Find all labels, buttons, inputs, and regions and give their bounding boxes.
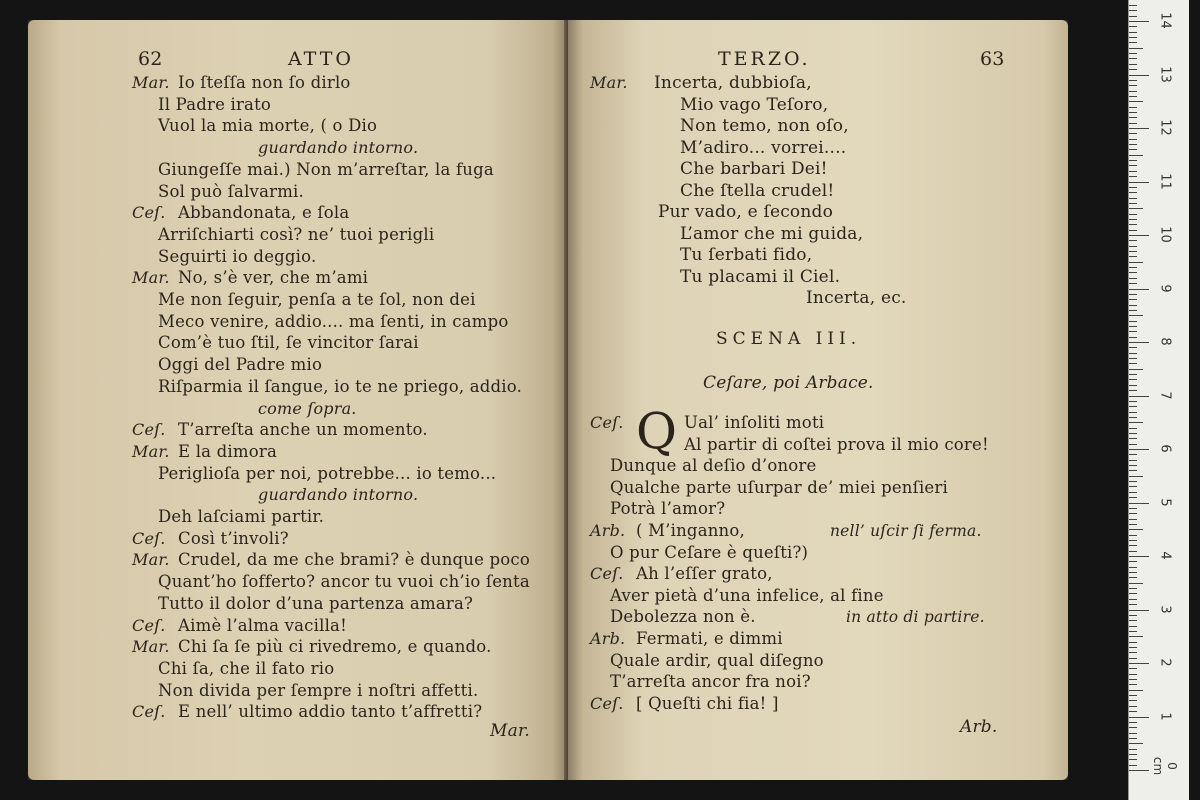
stage-direction: guardando intorno.: [258, 138, 419, 158]
ruler-tick: [1129, 187, 1137, 188]
ruler-tick: [1129, 75, 1149, 76]
ruler-number: 14: [1157, 12, 1173, 29]
ruler-tick: [1129, 278, 1137, 279]
ruler-tick: [1129, 101, 1143, 102]
ruler-tick: [1129, 214, 1137, 215]
ruler-tick: [1129, 149, 1137, 150]
ruler-tick: [1129, 572, 1137, 573]
ruler-tick: [1129, 91, 1137, 92]
ruler-tick: [1129, 85, 1137, 86]
ruler-tick: [1129, 556, 1149, 557]
verse-line: E la dimora: [178, 441, 277, 461]
verse-line: No, s’è ver, che m’ami: [178, 268, 369, 288]
ruler-tick: [1129, 749, 1137, 750]
ruler-tick: [1129, 16, 1137, 17]
verse-line: Sol può ſalvarmi.: [158, 181, 304, 201]
ruler-tick: [1129, 717, 1149, 718]
verse-line: [ Queſti chi fia! ]: [636, 693, 779, 713]
verse-line: T’arreſta anche un momento.: [178, 420, 428, 440]
verse-line: Io ſteſſa non ſo dirlo: [178, 73, 351, 92]
speaker-label: Arb.: [590, 521, 626, 540]
speaker-label: Mar.: [132, 268, 170, 288]
ruler-tick: [1129, 438, 1137, 439]
ruler-tick: [1129, 733, 1137, 734]
ruler-tick: [1129, 165, 1137, 166]
ruler-tick: [1129, 26, 1137, 27]
ruler-tick: [1129, 470, 1137, 471]
aria-line: Tu ſerbati fido,: [680, 245, 813, 265]
ruler-tick: [1129, 460, 1137, 461]
ruler-tick: [1129, 497, 1137, 498]
ruler-tick: [1129, 42, 1137, 43]
verse-line: Non divida per ſempre i noſtri affetti.: [158, 680, 479, 700]
verse-line: Crudel, da me che brami? è dunque poco: [178, 550, 531, 570]
ruler-number: 13: [1157, 65, 1173, 83]
ruler-tick: [1129, 743, 1143, 744]
ruler-tick: [1129, 428, 1137, 429]
ruler-number: 5: [1157, 497, 1173, 507]
verse-line: Chi ſa ſe più ci rivedremo, e quando.: [178, 637, 492, 657]
ruler-tick: [1129, 326, 1137, 327]
verse-line: Me non ſeguir, penſa a te ſol, non dei: [158, 290, 476, 309]
verse-line: Meco venire, addio.... ma ſenti, in campo: [158, 311, 509, 331]
ruler-tick: [1129, 139, 1137, 140]
ruler-tick: [1129, 588, 1137, 589]
running-head: TERZO.: [718, 48, 811, 70]
ruler-tick: [1129, 289, 1149, 290]
ruler-tick: [1129, 610, 1149, 611]
verse-line: Debolezza non è.: [610, 607, 756, 627]
ruler-tick: [1129, 577, 1137, 578]
verse-line: Fermati, e dimmi: [636, 629, 783, 648]
ruler-tick: [1129, 738, 1137, 739]
ruler-tick: [1129, 363, 1137, 364]
verse-line: Arriſchiarti così? ne’ tuoi perigli: [158, 224, 435, 244]
ruler-tick: [1129, 305, 1137, 306]
ruler-tick: [1129, 406, 1137, 407]
ruler-tick: [1129, 593, 1137, 594]
verse-line: E nell’ ultimo addio tanto t’affretti?: [178, 702, 483, 722]
ruler-tick: [1129, 674, 1137, 675]
ruler-tick: [1129, 21, 1149, 22]
ruler-tick: [1129, 492, 1137, 493]
ruler-tick: [1129, 337, 1137, 338]
ruler-tick: [1129, 262, 1143, 263]
ruler-tick: [1129, 390, 1137, 391]
ruler-tick: [1129, 529, 1143, 530]
ruler-tick: [1129, 107, 1137, 108]
ruler-tick: [1129, 224, 1137, 225]
stage-direction: nell’ uſcir ſi ferma.: [830, 522, 982, 540]
catchword: Mar.: [490, 721, 531, 741]
ruler-tick: [1129, 615, 1137, 616]
stage-direction: come ſopra.: [258, 398, 357, 418]
verse-line: Così t’involi?: [178, 528, 289, 548]
scene-characters: Ceſare, poi Arbace.: [703, 373, 874, 393]
stage-direction: in atto di partire.: [846, 608, 985, 627]
ruler-tick: [1129, 246, 1137, 247]
ruler-tick: [1129, 599, 1137, 600]
ruler-tick: [1129, 32, 1137, 33]
verse-line: Com’è tuo ſtil, ſe vincitor ſarai: [158, 333, 419, 353]
ruler-tick: [1129, 203, 1137, 204]
verse-line: Seguirti io deggio.: [158, 246, 317, 266]
ruler-tick: [1129, 48, 1143, 49]
ruler-tick: [1129, 679, 1137, 680]
speaker-label: Mar.: [132, 73, 170, 92]
page-number: 62: [138, 48, 163, 70]
ruler-tick: [1129, 652, 1137, 653]
ruler-tick: [1129, 444, 1137, 445]
ruler-tick: [1129, 700, 1137, 701]
speaker-label: Mar.: [132, 441, 170, 461]
ruler-number: 1: [1157, 711, 1173, 721]
ruler-tick: [1129, 251, 1137, 252]
ruler-number: 6: [1157, 444, 1173, 453]
ruler-tick: [1129, 583, 1143, 584]
page-number: 63: [980, 48, 1005, 70]
ruler-tick: [1129, 171, 1137, 172]
ruler-tick: [1129, 315, 1143, 316]
ruler-tick: [1129, 508, 1137, 509]
ruler-tick: [1129, 283, 1137, 284]
left-page: [28, 20, 568, 780]
ruler-tick: [1129, 272, 1137, 273]
ruler-tick: [1129, 759, 1137, 760]
speaker-label: Ceſ.: [132, 203, 166, 223]
aria-line: Non temo, non oſo,: [680, 116, 849, 136]
ruler-tick: [1129, 353, 1137, 354]
speaker-label: Ceſ.: [590, 564, 624, 584]
ruler-tick: [1129, 385, 1137, 386]
ruler-tick: [1129, 647, 1137, 648]
ruler-tick: [1129, 684, 1137, 685]
ruler-tick: [1129, 299, 1137, 300]
aria-line: Mio vago Teſoro,: [680, 94, 829, 115]
ruler-tick: [1129, 342, 1149, 343]
ruler-tick: [1129, 663, 1149, 664]
stage-direction: guardando intorno.: [258, 485, 419, 505]
ruler-tick: [1129, 513, 1137, 514]
ruler-tick: [1129, 80, 1137, 81]
verse-line: Periglioſa per noi, potrebbe... io temo...: [158, 463, 497, 483]
ruler-number: 4: [1157, 551, 1173, 560]
verse-line: T’arreſta ancor fra noi?: [610, 672, 811, 692]
aria-line: Che ſtella crudel!: [680, 180, 835, 201]
running-head: ATTO: [288, 48, 354, 70]
open-book: [28, 20, 1068, 780]
verse-line: Abbandonata, e ſola: [178, 203, 350, 223]
ruler-tick: [1129, 112, 1137, 113]
verse-line: Aimè l’alma vacilla!: [178, 615, 347, 635]
ruler-tick: [1129, 267, 1137, 268]
verse-line: Aver pietà d’una infelice, al fine: [610, 585, 884, 605]
ruler-tick: [1129, 123, 1137, 124]
verse-line: Quant’ho ſofferto? ancor tu vuoi ch’io ſenta: [158, 572, 530, 592]
ruler-tick: [1129, 117, 1137, 118]
ruler-tick: [1129, 58, 1137, 59]
verse-line: Qualche parte uſurpar de’ miei penſieri: [610, 477, 948, 497]
catchword: Arb.: [960, 717, 998, 737]
ruler-tick: [1129, 198, 1137, 199]
verse-line: Giungeſſe mai.) Non m’arreſtar, la fuga: [158, 159, 494, 179]
verse-line: Ah l’eſſer grato,: [636, 564, 773, 584]
aria-line: Pur vado, e ſecondo: [658, 202, 834, 222]
ruler-tick: [1129, 412, 1137, 413]
speaker-label: Mar.: [132, 550, 170, 570]
ruler-tick: [1129, 540, 1137, 541]
ruler-number: 11: [1157, 172, 1173, 190]
ruler-tick: [1129, 310, 1137, 311]
aria-line: Incerta, ec.: [806, 288, 907, 308]
ruler-tick: [1129, 561, 1137, 562]
ruler-tick: [1129, 551, 1137, 552]
ruler-tick: [1129, 604, 1137, 605]
verse-line: Tutto il dolor d’una partenza amara?: [158, 593, 474, 613]
ruler-number: 3: [1157, 604, 1173, 614]
speaker-label: Ceſ.: [132, 615, 166, 635]
ruler-tick: [1129, 754, 1137, 755]
ruler-tick: [1129, 433, 1137, 434]
speaker-label: Arb.: [590, 629, 626, 648]
ruler-tick: [1129, 256, 1137, 257]
ruler-tick: [1129, 620, 1137, 621]
speaker-label: Ceſ.: [132, 420, 166, 440]
ruler-tick: [1129, 476, 1143, 477]
verse-line: Vuol la mia morte, ( o Dio: [158, 116, 378, 136]
ruler-tick: [1129, 176, 1137, 177]
ruler-number: 2: [1157, 658, 1173, 667]
ruler-tick: [1129, 658, 1137, 659]
verse-line: Oggi del Padre mio: [158, 355, 323, 375]
ruler-tick: [1129, 486, 1137, 487]
ruler-tick: [1129, 765, 1137, 766]
ruler-tick: [1129, 208, 1143, 209]
ruler-tick: [1129, 690, 1143, 691]
ruler-tick: [1129, 545, 1137, 546]
aria-line: M’adiro... vorrei....: [680, 137, 847, 158]
ruler-unit-label: 0 cm: [1151, 756, 1179, 776]
ruler-tick: [1129, 331, 1137, 332]
aria-line: Che barbari Dei!: [680, 159, 828, 179]
ruler-tick: [1129, 636, 1143, 637]
ruler-tick: [1129, 240, 1137, 241]
ruler-tick: [1129, 668, 1137, 669]
verse-line: Potrà l’amor?: [610, 499, 726, 519]
ruler-tick: [1129, 133, 1137, 134]
ruler-tick: [1129, 770, 1149, 771]
verse-line: Dunque al deſio d’onore: [610, 456, 817, 476]
verse-line: Chi ſa, che il fato rio: [158, 658, 335, 678]
verse-line: Quale ardir, qual diſegno: [610, 650, 824, 670]
ruler-number: 10: [1157, 226, 1173, 243]
ruler-tick: [1129, 192, 1137, 193]
ruler-tick: [1129, 53, 1137, 54]
ruler-tick: [1129, 379, 1137, 380]
ruler-tick: [1129, 454, 1137, 455]
ruler-tick: [1129, 519, 1137, 520]
ruler-tick: [1129, 711, 1137, 712]
speaker-label: Ceſ.: [590, 413, 624, 432]
ruler-number: 12: [1157, 119, 1173, 136]
right-page: [568, 20, 1068, 780]
ruler-tick: [1129, 631, 1137, 632]
speaker-label: Mar.: [590, 73, 628, 92]
ruler-tick: [1129, 401, 1137, 402]
ruler-tick: [1129, 358, 1137, 359]
ruler-tick: [1129, 449, 1149, 450]
ruler-tick: [1129, 347, 1137, 348]
ruler-tick: [1129, 155, 1143, 156]
aria-line: L’amor che mi guida,: [680, 223, 864, 244]
ruler-tick: [1129, 481, 1137, 482]
verse-line: Al partir di coſtei prova il mio core!: [684, 434, 989, 454]
ruler-tick: [1129, 10, 1137, 11]
drop-cap: Q: [636, 402, 677, 460]
verse-line: Riſparmia il ſangue, io te ne priego, addio.: [158, 376, 523, 396]
ruler-tick: [1129, 37, 1137, 38]
ruler-tick: [1129, 64, 1137, 65]
ruler-number: 8: [1157, 337, 1173, 346]
ruler-number: 7: [1157, 390, 1173, 400]
ruler-number: 9: [1157, 283, 1173, 293]
ruler-tick: [1129, 374, 1137, 375]
ruler-tick: [1129, 567, 1137, 568]
ruler-tick: [1129, 422, 1143, 423]
ruler-tick: [1129, 219, 1137, 220]
ruler-tick: [1129, 524, 1137, 525]
ruler-tick: [1129, 321, 1137, 322]
ruler-tick: [1129, 642, 1137, 643]
ruler-tick: [1129, 417, 1137, 418]
ruler-tick: [1129, 722, 1137, 723]
verse-line: Il Padre irato: [158, 94, 272, 114]
ruler-tick: [1129, 727, 1137, 728]
ruler-tick: [1129, 465, 1137, 466]
verse-line: Ual’ inſoliti moti: [684, 413, 825, 432]
speaker-label: Ceſ.: [132, 702, 166, 722]
ruler-tick: [1129, 128, 1149, 129]
speaker-label: Ceſ.: [132, 528, 166, 548]
ruler-tick: [1129, 230, 1137, 231]
aria-line: Incerta, dubbioſa,: [654, 73, 812, 93]
ruler-tick: [1129, 96, 1137, 97]
ruler-tick: [1129, 535, 1137, 536]
verse-line: O pur Ceſare è queſti?): [610, 542, 809, 562]
ruler-tick: [1129, 5, 1137, 6]
measurement-ruler: [1128, 0, 1189, 800]
speaker-label: Ceſ.: [590, 693, 624, 713]
scene-heading: SCENA III.: [716, 329, 862, 349]
speaker-label: Mar.: [132, 637, 170, 657]
ruler-tick: [1129, 369, 1143, 370]
verse-line: Deh laſciami partir.: [158, 507, 325, 526]
ruler-tick: [1129, 626, 1137, 627]
ruler-tick: [1129, 503, 1149, 504]
ruler-tick: [1129, 69, 1137, 70]
ruler-tick: [1129, 144, 1137, 145]
ruler-tick: [1129, 396, 1149, 397]
ruler-tick: [1129, 695, 1137, 696]
ruler-tick: [1129, 182, 1149, 183]
ruler-tick: [1129, 706, 1137, 707]
verse-line: ( M’inganno,: [636, 521, 745, 540]
ruler-tick: [1129, 160, 1137, 161]
aria-line: Tu placami il Ciel.: [680, 266, 841, 287]
ruler-tick: [1129, 235, 1149, 236]
ruler-tick: [1129, 294, 1137, 295]
